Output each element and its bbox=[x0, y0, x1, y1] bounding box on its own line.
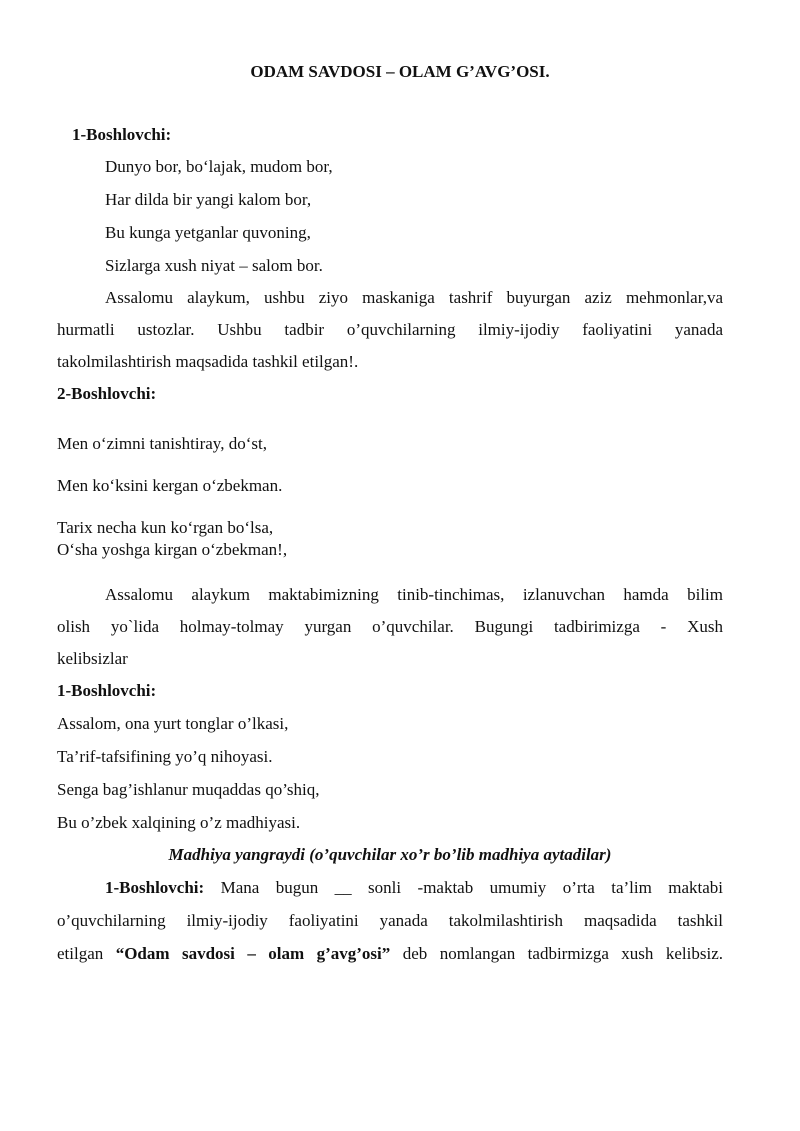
poem-line: Bu kunga yetganlar quvoning, bbox=[105, 223, 311, 242]
poem-line: Har dilda bir yangi kalom bor, bbox=[105, 190, 312, 209]
paragraph-line: o’quvchilarning ilmiy-ijodiy faoliyatini yanada takolmilashtirish maqsadida tashkil bbox=[57, 911, 723, 930]
paragraph-line: takolmilashtirish maqsadida tashkil etilgan!. bbox=[57, 352, 359, 371]
poem-line: Ta’rif-tafsifining yo’q nihoyasi. bbox=[57, 747, 273, 766]
paragraph-line bbox=[57, 944, 723, 964]
speaker-label: 1-Boshlovchi: bbox=[105, 878, 205, 897]
speaker-label: 1-Boshlovchi: bbox=[57, 681, 157, 700]
poem-line: Men o‘zimni tanishtiray, do‘st, bbox=[57, 434, 267, 453]
anthem-note: Madhiya yangraydi (o’quvchilar xo’r bo’lib madhiya aytadilar) bbox=[168, 845, 612, 864]
poem-line: Dunyo bor, bo‘lajak, mudom bor, bbox=[105, 157, 333, 176]
paragraph-text: deb nomlangan tadbirmizga xush kelibsiz. bbox=[390, 944, 723, 963]
page-title: ODAM SAVDOSI – OLAM G’AVG’OSI. bbox=[250, 62, 550, 81]
paragraph-text: etilgan bbox=[57, 944, 116, 963]
speaker-label: 1-Boshlovchi: bbox=[72, 125, 172, 144]
paragraph-line: Assalomu alaykum, ushbu ziyo maskaniga tashrif buyurgan aziz mehmonlar,va bbox=[105, 288, 723, 307]
poem-line: O‘sha yoshga kirgan o‘zbekman!, bbox=[57, 540, 288, 559]
poem-line: Men ko‘ksini kergan o‘zbekman. bbox=[57, 476, 283, 495]
paragraph-line: kelibsizlar bbox=[57, 649, 128, 668]
poem-line: Sizlarga xush niyat – salom bor. bbox=[105, 256, 323, 275]
paragraph-text: Mana bugun __ sonli -maktab umumiy o’rta ta’lim maktabi bbox=[220, 878, 724, 897]
paragraph-line: hurmatli ustozlar. Ushbu tadbir o’quvchilarning ilmiy-ijodiy faoliyatini yanada bbox=[57, 320, 723, 339]
poem-line: Tarix necha kun ko‘rgan bo‘lsa, bbox=[57, 518, 274, 537]
speaker-label: 2-Boshlovchi: bbox=[57, 384, 157, 403]
paragraph-line bbox=[105, 878, 723, 898]
paragraph-line: Assalomu alaykum maktabimizning tinib-tinchimas, izlanuvchan hamda bilim bbox=[105, 585, 723, 604]
event-name: “Odam savdosi – olam g’avg’osi” bbox=[115, 944, 391, 963]
poem-line: Senga bag’ishlanur muqaddas qo’shiq, bbox=[57, 780, 320, 799]
poem-line: Bu o’zbek xalqining o’z madhiyasi. bbox=[57, 813, 301, 832]
paragraph-line: olish yo`lida holmay-tolmay yurgan o’quvchilar. Bugungi tadbirimizga - Xush bbox=[57, 617, 723, 636]
poem-line: Assalom, ona yurt tonglar o’lkasi, bbox=[57, 714, 289, 733]
